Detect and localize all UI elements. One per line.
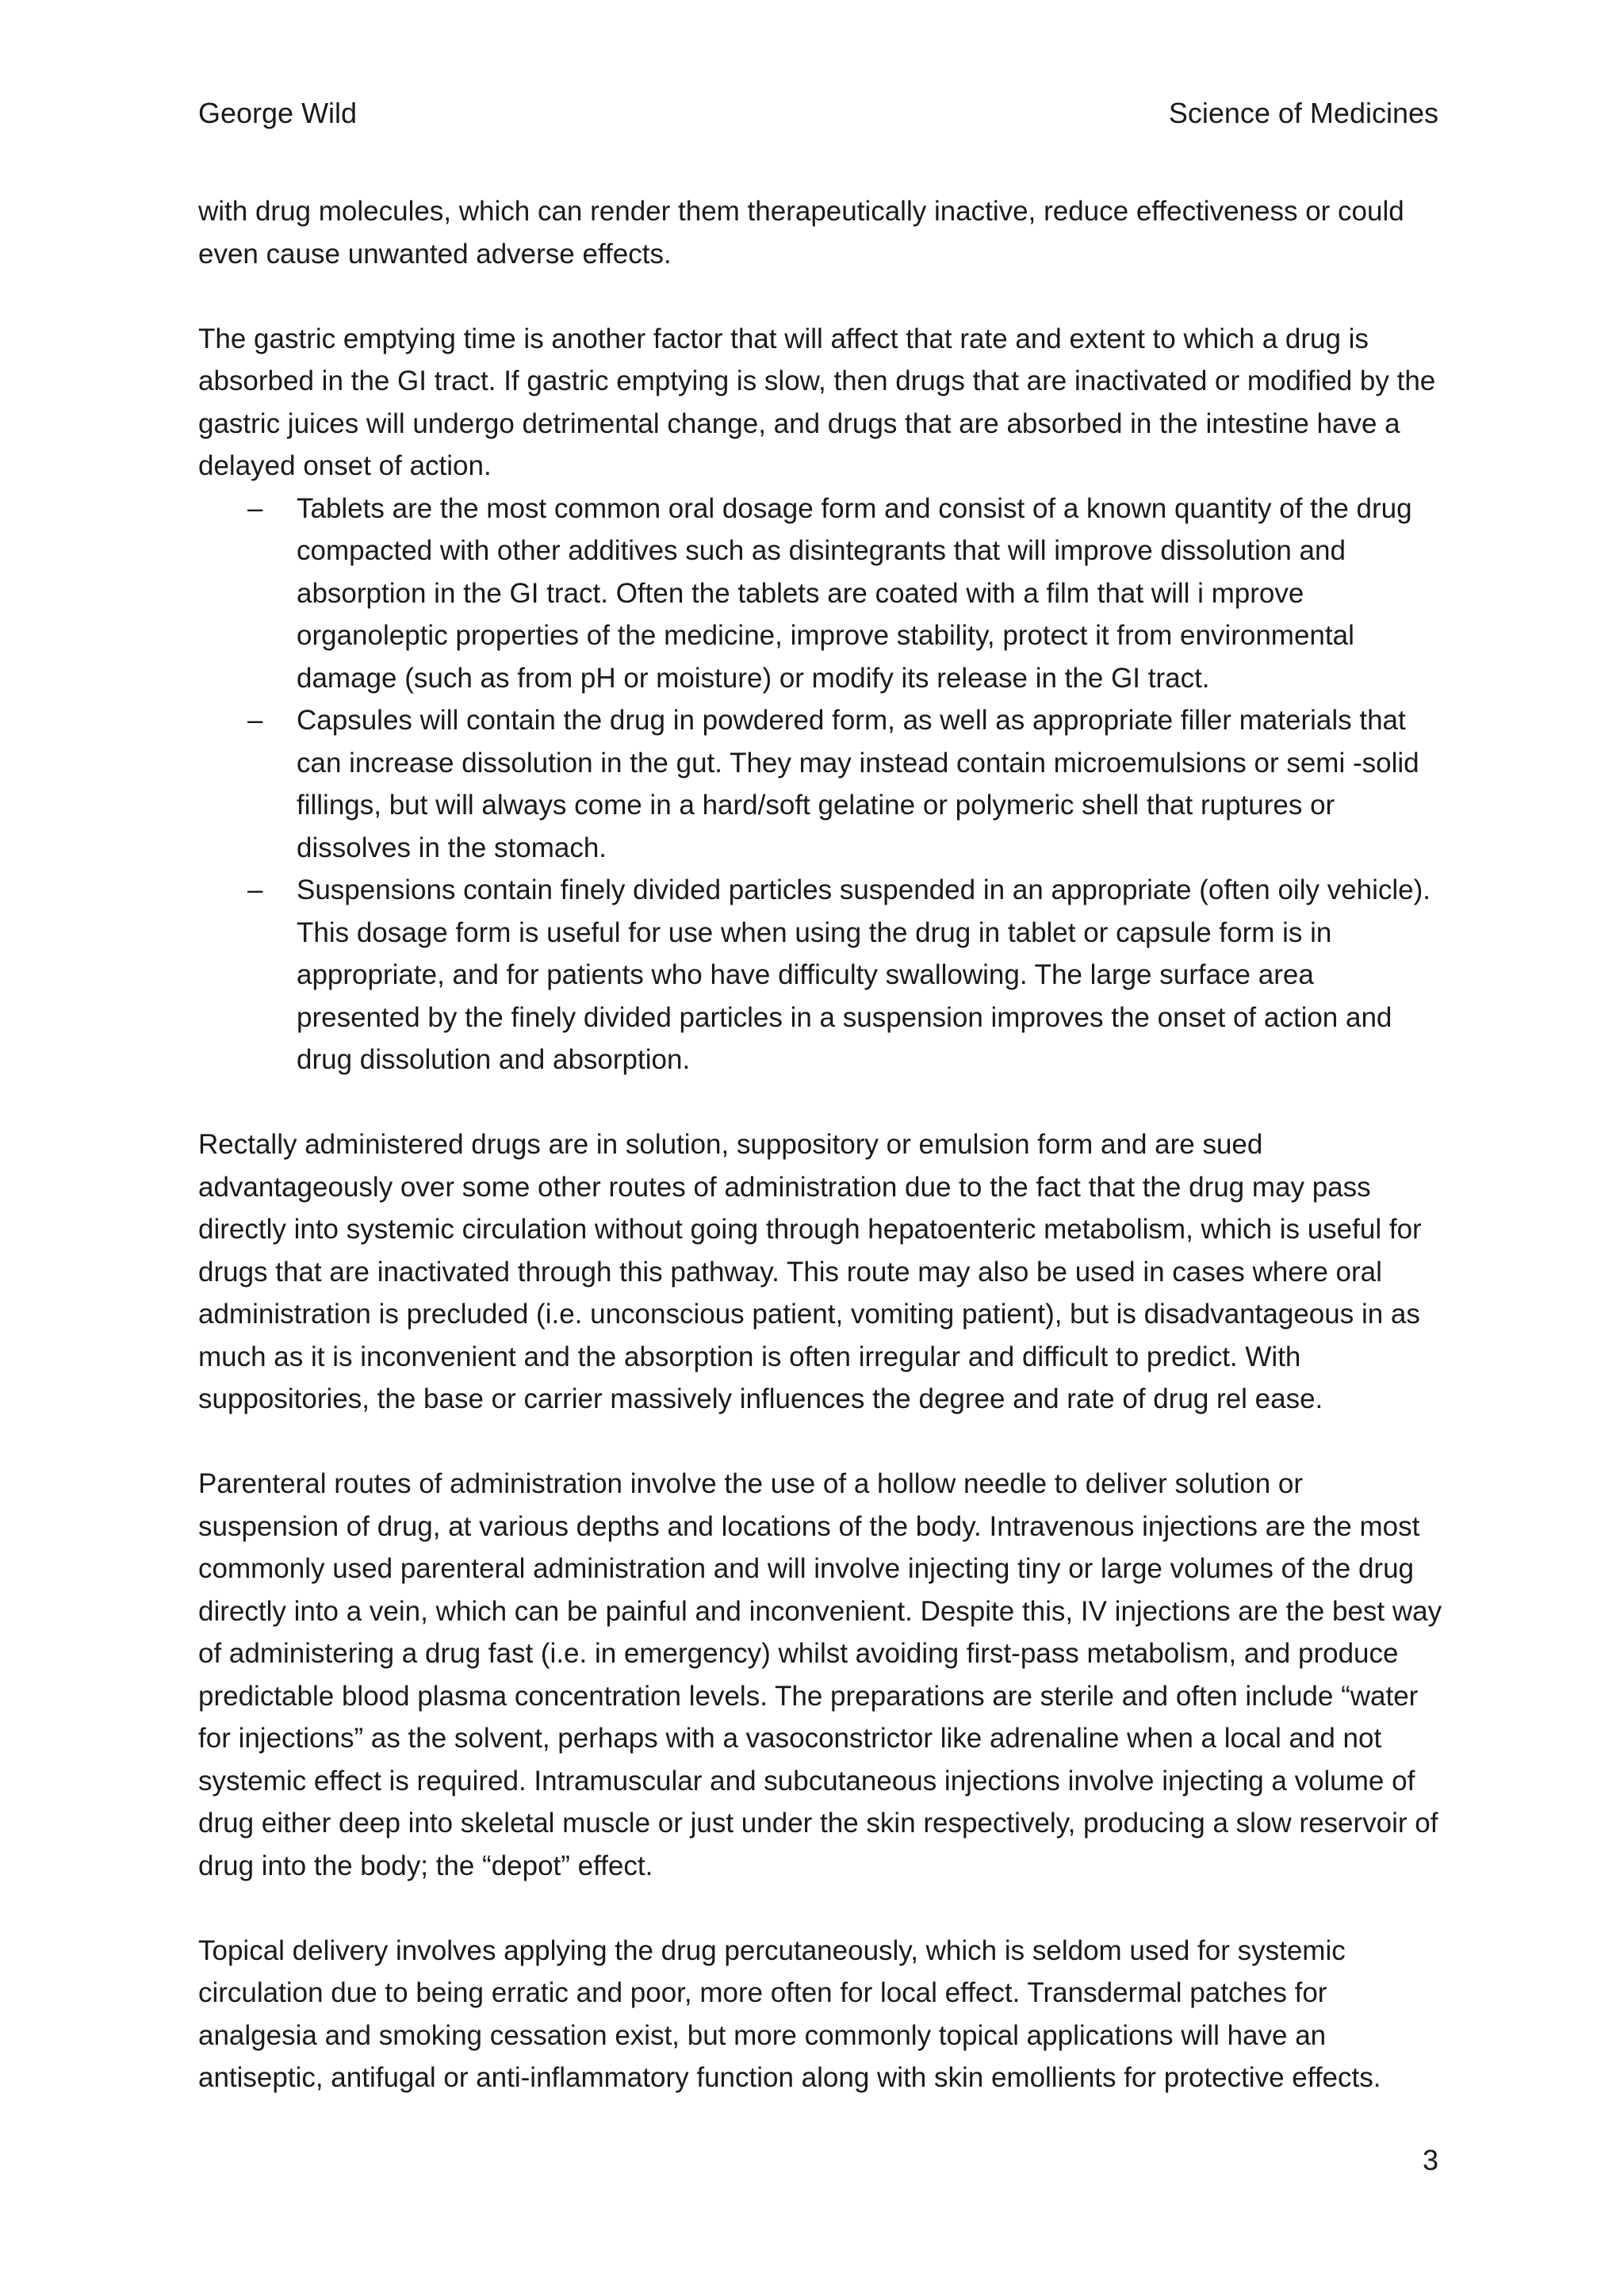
list-item-tablets bbox=[198, 488, 1443, 700]
header-author: George Wild bbox=[198, 97, 358, 129]
paragraph-rectal: Rectally administered drugs are in solution, suppository or emulsion form and are sued advantageously over some other routes of administration due to the fact that the drug may pass directly into systemic circulation without going through hepatoenteric metabolism, which is useful for drugs that are inactivated through this pathway. This route may also be used in cases where oral administration is precluded (i.e. unconscious patient, vomiting patient), but is disadvantageous in as much as it is inconvenient and the absorption is often irregular and difficult to predict. With suppositories, the base or carrier massively influences the degree and rate of drug rel ease. bbox=[198, 1129, 1422, 1414]
dosage-form-list bbox=[198, 488, 1443, 1081]
list-item-text: Suspensions contain finely divided particles suspended in an appropriate (often oily vehicle). This dosage form is useful for use when using the drug in tablet or capsule form is in appropriate, and for patients who have difficulty swallowing. The large surface area presented by the finely divided particles in a suspension improves the onset of action and drug dissolution and absorption. bbox=[297, 874, 1431, 1075]
paragraph-drug-interactions: with drug molecules, which can render them therapeutically inactive, reduce effectiveness or could even cause unwanted adverse effects. bbox=[198, 196, 1404, 270]
paragraph-topical: Topical delivery involves applying the drug percutaneously, which is seldom used for systemic circulation due to being erratic and poor, more often for local effect. Transdermal patches for analgesia and smoking cessation exist, but more commonly topical applications will have an antiseptic, antifugal or anti-inflammatory function along with skin emollients for protective effects. bbox=[198, 1934, 1381, 2093]
document-body bbox=[198, 190, 1443, 2141]
list-item-text: Capsules will contain the drug in powdered form, as well as appropriate filler materials that can increase dissolution in the gut. They may instead contain microemulsions or semi -solid fillings, but will always come in a hard/soft gelatine or polymeric shell that ruptures or dissolves in the stomach. bbox=[297, 705, 1419, 863]
list-item-text: Tablets are the most common oral dosage form and consist of a known quantity of the drug compacted with other additives such as disintegrants that will improve dissolution and absorption in the GI tract. Often the tablets are coated with a film that will i mprove organoleptic properties of the medicine, improve stability, protect it from environmental damage (such as from pH or moisture) or modify its release in the GI tract. bbox=[297, 492, 1412, 694]
page-number: 3 bbox=[1422, 2144, 1438, 2176]
dash-bullet-icon: – bbox=[247, 492, 263, 524]
paragraph-gastric-emptying: The gastric emptying time is another factor that will affect that rate and extent to which a drug is absorbed in the GI tract. If gastric emptying is slow, then drugs that are inactivated or modified by the gastric juices will undergo detrimental change, and drugs that are absorbed in the intestine have a delayed onset of action. bbox=[198, 323, 1436, 481]
dash-bullet-icon: – bbox=[247, 705, 263, 736]
dash-bullet-icon: – bbox=[247, 874, 263, 905]
header-subject: Science of Medicines bbox=[1168, 97, 1438, 129]
paragraph-parenteral: Parenteral routes of administration involve the use of a hollow needle to deliver solution or suspension of drug, at various depths and locations of the body. Intravenous injections are the most commonly used parenteral administration and will involve injecting tiny or large volumes of the drug directly into a vein, which can be painful and inconvenient. Despite this, IV injections are the best way of administering a drug fast (i.e. in emergency) whilst avoiding first-pass metabolism, and produce predictable blood plasma concentration levels. The preparations are sterile and often include “water for injections” as the solvent, perhaps with a vasoconstrictor like adrenaline when a local and not systemic effect is required. Intramuscular and subcutaneous injections involve injecting a volume of drug either deep into skeletal muscle or just under the skin respectively, producing a slow reservoir of drug into the body; the “depot” effect. bbox=[198, 1468, 1442, 1881]
list-item-suspensions bbox=[198, 869, 1443, 1081]
list-item-capsules bbox=[198, 699, 1443, 869]
